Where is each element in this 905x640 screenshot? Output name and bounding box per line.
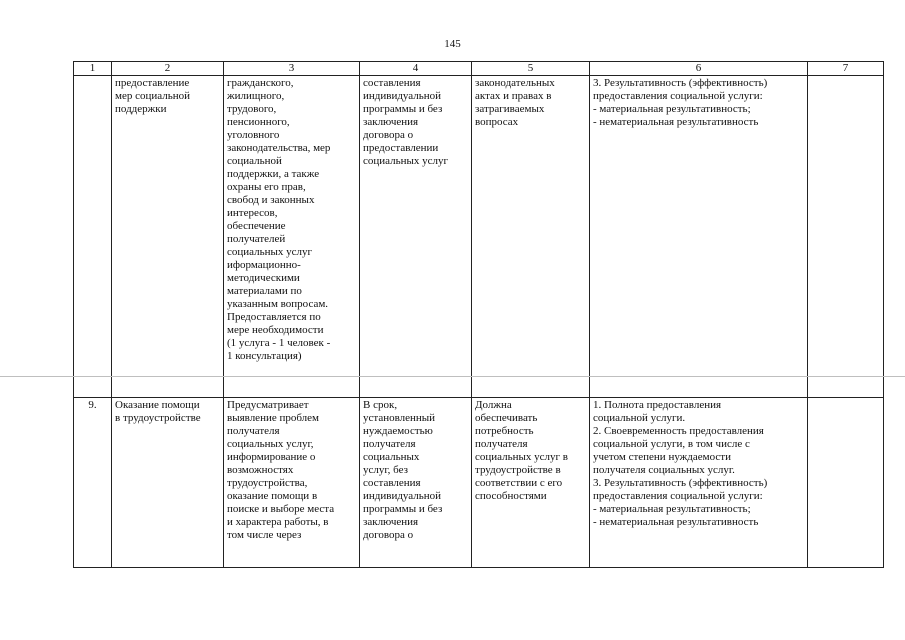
cell-line: - материальная результативность; bbox=[593, 503, 751, 515]
service-description-cell bbox=[224, 76, 360, 398]
cell-line: договора о bbox=[363, 529, 414, 541]
cell-line: - нематериальная результативность bbox=[593, 516, 759, 528]
cell-line: получателя bbox=[475, 438, 528, 450]
cell-line: социальных услуг в bbox=[475, 451, 568, 463]
cell-line: В срок, bbox=[363, 399, 398, 411]
cell-line: том числе через bbox=[227, 529, 302, 541]
column-header: 6 bbox=[590, 62, 808, 76]
cell-line: 1. Полнота предоставления bbox=[593, 399, 722, 411]
cell-line: социальной услуги. bbox=[593, 412, 686, 424]
cell-line: возможностях bbox=[227, 464, 294, 476]
cell-line: учетом степени нуждаемости bbox=[593, 451, 731, 463]
cell-line: договора о bbox=[363, 129, 414, 141]
cell-line: законодательных bbox=[475, 77, 555, 89]
cell-line: получателя социальных услуг. bbox=[593, 464, 735, 476]
cell-line: поддержки bbox=[115, 103, 167, 115]
cell-line: поиске и выборе места bbox=[227, 503, 335, 515]
cell-line: - нематериальная результативность bbox=[593, 116, 759, 128]
cell-line: соответствии с его bbox=[475, 477, 563, 489]
cell-line: индивидуальной bbox=[363, 90, 442, 102]
cell-line: трудового, bbox=[227, 103, 277, 115]
cell-line: 3. Результативность (эффективность) bbox=[593, 477, 768, 489]
cell-line: предоставлении bbox=[363, 142, 439, 154]
cell-line: иформационно- bbox=[227, 259, 301, 271]
cell-line: Предусматривает bbox=[227, 399, 309, 411]
row-number-cell: 9. bbox=[74, 398, 112, 568]
cell-line: предоставление bbox=[115, 77, 190, 89]
cell-line: предоставления социальной услуги: bbox=[593, 90, 763, 102]
cell-line: 1 консультация) bbox=[227, 350, 302, 362]
cell-line: методическими bbox=[227, 272, 300, 284]
cell-line: услуг, без bbox=[363, 464, 408, 476]
cell-line: обеспечивать bbox=[475, 412, 538, 424]
cell-line: в трудоустройстве bbox=[115, 412, 201, 424]
cell-line: материалами по bbox=[227, 285, 302, 297]
service-description-cell bbox=[224, 398, 360, 568]
cell-line: социальных услуг, bbox=[227, 438, 314, 450]
services-table bbox=[73, 61, 884, 568]
header-row bbox=[74, 62, 884, 76]
cell-line: информирование о bbox=[227, 451, 316, 463]
cell-line: социальной bbox=[227, 155, 282, 167]
cell-line: выявление проблем bbox=[227, 412, 320, 424]
cell-line: оказание помощи в bbox=[227, 490, 318, 502]
cell-line: составления bbox=[363, 77, 421, 89]
table-row bbox=[74, 76, 884, 398]
cell-line: и характера работы, в bbox=[227, 516, 329, 528]
scan-fold-line bbox=[0, 376, 905, 377]
cell-line: гражданского, bbox=[227, 77, 294, 89]
cell-line: мере необходимости bbox=[227, 324, 324, 336]
service-name-cell bbox=[112, 76, 224, 398]
cell-line: социальных услуг bbox=[227, 246, 313, 258]
cell-line: составления bbox=[363, 477, 421, 489]
column-header: 3 bbox=[224, 62, 360, 76]
column-header: 5 bbox=[472, 62, 590, 76]
service-norm-cell bbox=[472, 398, 590, 568]
cell-line: программы и без bbox=[363, 103, 443, 115]
extra-cell bbox=[808, 398, 884, 568]
cell-line: 3. Результативность (эффективность) bbox=[593, 77, 768, 89]
table-row bbox=[74, 398, 884, 568]
cell-line: актах и правах в bbox=[475, 90, 552, 102]
cell-line: - материальная результативность; bbox=[593, 103, 751, 115]
service-norm-cell bbox=[472, 76, 590, 398]
cell-line: мер социальной bbox=[115, 90, 191, 102]
cell-line: заключения bbox=[363, 116, 419, 128]
column-header: 7 bbox=[808, 62, 884, 76]
cell-line: потребность bbox=[475, 425, 534, 437]
cell-line: жилищного, bbox=[227, 90, 285, 102]
cell-line: установленный bbox=[363, 412, 436, 424]
cell-line: получателей bbox=[227, 233, 286, 245]
cell-line: законодательства, мер bbox=[227, 142, 331, 154]
service-term-cell bbox=[360, 398, 472, 568]
column-header: 1 bbox=[74, 62, 112, 76]
service-name-cell bbox=[112, 398, 224, 568]
cell-line: обеспечение bbox=[227, 220, 286, 232]
cell-line: нуждаемостью bbox=[363, 425, 433, 437]
cell-line: социальных bbox=[363, 451, 420, 463]
cell-line: затрагиваемых bbox=[475, 103, 545, 115]
service-term-cell bbox=[360, 76, 472, 398]
extra-cell bbox=[808, 76, 884, 398]
cell-line: получателя bbox=[363, 438, 416, 450]
column-header: 4 bbox=[360, 62, 472, 76]
row-number-cell bbox=[74, 76, 112, 398]
cell-line: Оказание помощи bbox=[115, 399, 200, 411]
cell-line: способностями bbox=[475, 490, 547, 502]
cell-line: уголовного bbox=[227, 129, 280, 141]
cell-line: Должна bbox=[475, 399, 512, 411]
cell-line: указанным вопросам. bbox=[227, 298, 329, 310]
cell-line: 2. Своевременность предоставления bbox=[593, 425, 764, 437]
column-header: 2 bbox=[112, 62, 224, 76]
cell-line: программы и без bbox=[363, 503, 443, 515]
cell-line: свобод и законных bbox=[227, 194, 315, 206]
cell-line: индивидуальной bbox=[363, 490, 442, 502]
service-indicators-cell bbox=[590, 76, 808, 398]
cell-line: предоставления социальной услуги: bbox=[593, 490, 763, 502]
cell-line: получателя bbox=[227, 425, 280, 437]
cell-line: (1 услуга - 1 человек - bbox=[227, 337, 331, 349]
cell-line: поддержки, а также bbox=[227, 168, 320, 180]
service-indicators-cell bbox=[590, 398, 808, 568]
cell-line: трудоустройстве в bbox=[475, 464, 561, 476]
cell-line: социальной услуги, в том числе с bbox=[593, 438, 750, 450]
cell-line: трудоустройства, bbox=[227, 477, 308, 489]
cell-line: Предоставляется по bbox=[227, 311, 321, 323]
cell-line: заключения bbox=[363, 516, 419, 528]
cell-line: пенсионного, bbox=[227, 116, 290, 128]
cell-line: охраны его прав, bbox=[227, 181, 306, 193]
page-number: 145 bbox=[444, 38, 461, 50]
cell-line: интересов, bbox=[227, 207, 278, 219]
cell-line: социальных услуг bbox=[363, 155, 449, 167]
cell-line: вопросах bbox=[475, 116, 519, 128]
